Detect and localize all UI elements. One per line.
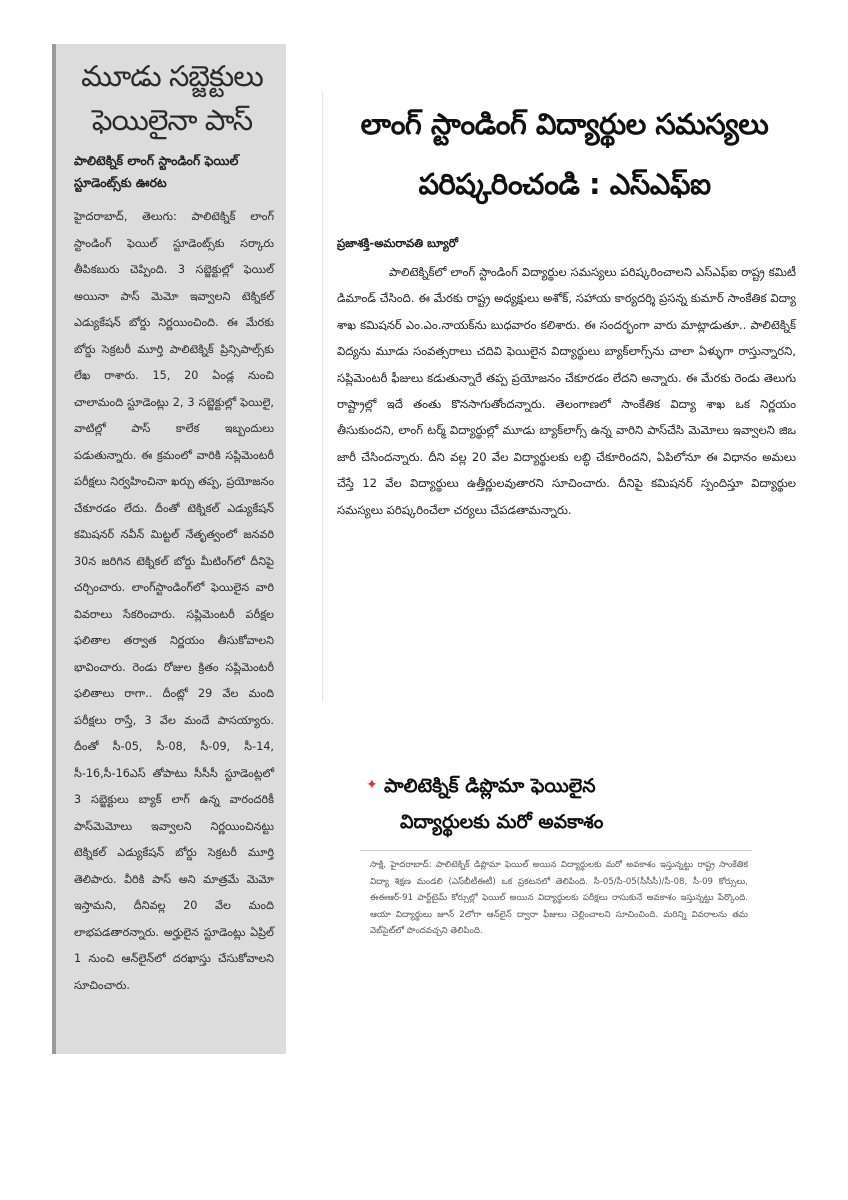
bottom-headline-line2: విద్యార్థులకు మరో అవకాశం: [400, 811, 604, 833]
divider: [360, 850, 752, 851]
main-headline-line1: లాంగ్ స్టాండింగ్ విద్యార్థుల సమస్యలు: [360, 107, 769, 141]
bottom-article-body: సాక్షి, హైదరాబాద్: పాలిటెక్నిక్ డిప్లొమా ఫెయిల్ అయిన విద్యార్థులకు మరో అవకాశం ఇస్తున్నట్టు రాష్ట్ర సాంకేతిక విద్యా శిక్షణ మండలి (ఎస్‌బీటీఈటీ) ఒక ప్రకటనలో తెలిపింది. సీ-05/సీ-05(సీసీసీ)/సీ-08, సీ-09 కోర్సులు, ఈఈఆర్-91 పార్ట్‌టైమ్ కోర్సుల్లో ఫెయిల్ అయిన విద్యార్థులకు పరీక్షలు రాసుకునే అవకాశం ఇస్తున్నట్టు పేర్కొంది. ఆయా విద్యార్థులు జూన్ 2లోగా ఆన్‌లైన్ ద్వారా ఫీజులు చెల్లించాలని సూచించింది. మరిన్ని వివరాలను తమ వెబ్‌సైట్‌లో పొందవచ్చని తెలిపింది.: [370, 860, 748, 937]
bottom-headline-block: [360, 768, 752, 840]
bottom-newspaper-clipping: [360, 768, 752, 978]
left-subheadline: పాలిటెక్నిక్ లాంగ్ స్టాండింగ్ ఫెయిల్ స్టూడెంట్స్‌కు ఊరట: [74, 153, 239, 190]
left-newspaper-clipping: [52, 44, 286, 1054]
main-headline-line2: పరిష్కరించండి : ఎస్ఎఫ్ఐ: [418, 167, 711, 201]
main-newspaper-clipping: [322, 92, 806, 702]
left-headline: మూడు సబ్జెక్టులు ఫెయిలైనా పాస్: [81, 59, 263, 137]
main-article-body: పాలిటెక్నిక్‌లో లాంగ్ స్టాండింగ్ విద్యార్థుల సమస్యలు పరిష్కరించాలని ఎస్ఎఫ్ఐ రాష్ట్ర కమిటీ డిమాండ్ చేసింది. ఈ మేరకు రాష్ట్ర అధ్యక్షులు అశోక్, సహాయ కార్యదర్శి ప్రసన్న కుమార్ సాంకేతిక విద్యా శాఖ కమిషనర్ ఎం.ఎం.నాయక్‌ను బుధవారం కలిశారు. ఈ సందర్భంగా వారు మాట్లాడుతూ.. పాలిటెక్నిక్ విద్యను మూడు సంవత్సరాలు చదివి ఫెయిలైన విద్యార్థులు బ్యాక్‌లాగ్స్‌ను చాలా ఏళ్ళుగా రాస్తున్నారని, సప్లిమెంటరీ ఫీజులు కడుతున్నారే తప్ప ప్రయోజనం చేకూరడం లేదని అన్నారు. ఈ మేరకు రెండు తెలుగు రాష్ట్రాల్లో ఇదే తంతు కొనసాగుతోందన్నారు. తెలంగాణలో సాంకేతిక విద్యా శాఖ ఒక నిర్ణయం తీసుకుందని, లాంగ్ టర్మ్ విద్యార్థుల్లో మూడు బ్యాక్‌లాగ్స్ ఉన్న వారిని పాస్‌చేసి మెమోలు ఇవ్వాలని జిఒ జారీ చేసిందన్నారు. దీని వల్ల 20 వేల విద్యార్థులకు లబ్ధి చేకూరిందని, ఏపిలోనూ ఈ విధానం అమలు చేస్తే 12 వేల విద్యార్థులు ఉత్తీర్ణులవుతారని సూచించారు. దీనిపై కమిషనర్ స్పందిస్తూ విద్యార్థుల సమస్యలు పరిష్కరించేలా చర్యలు చేపడతామన్నారు.: [337, 265, 796, 517]
left-article-body: హైదరాబాద్, తెలుగు: పాలిటెక్నిక్ లాంగ్ స్టాండింగ్ ఫెయిల్ స్టూడెంట్స్‌కు సర్కారు తీపికబురు చెప్పింది. 3 సబ్జెక్టుల్లో ఫెయిల్ అయినా పాస్ మెమో ఇవ్వాలని టెక్నికల్ ఎడ్యుకేషన్ బోర్డు నిర్ణయించింది. ఈ మేరకు బోర్డు సెక్రటరీ మూర్తి పాలిటెక్నిక్ ప్రిన్సిపాల్స్‌కు లేఖ రాశారు. 15, 20 ఏండ్ల నుంచి చాలామంది స్టూడెంట్లు 2, 3 సబ్జెక్టుల్లో ఫెయిలై, వాటిల్లో పాస్ కాలేక ఇబ్బందులు పడుతున్నారు. ఈ క్రమంలో వారికి సప్లిమెంటరీ పరీక్షలు నిర్వహించినా ఖర్చు తప్ప, ప్రయోజనం చేకూరడం లేదు. దీంతో టెక్నికల్ ఎడ్యుకేషన్ కమిషనర్ నవీన్ మిట్టల్ నేతృత్వంలో జనవరి 30న జరిగిన టెక్నికల్ బోర్డు మీటింగ్‌లో దీనిపై చర్చించారు. లాంగ్‌స్టాండింగ్‌లో ఫెయిలైన వారి వివరాలు సేకరించారు. సప్లిమెంటరీ పరీక్షల ఫలితాల తర్వాత నిర్ణయం తీసుకోవాలని భావించారు. రెండు రోజుల క్రితం సప్లిమెంటరీ ఫలితాలు రాగా.. దీంట్లో 29 వేల మంది పరీక్షలు రాస్తే, 3 వేల మందే పాసయ్యారు. దీంతో సీ-05, సీ-08, సీ-09, సీ-14, సీ-16,సీ-16ఎస్ తోపాటు సీసీసీ స్టూడెంట్లలో 3 సబ్జెక్టులు బ్యాక్ లాగ్ ఉన్న వారందరికీ పాస్‌మెమోలు ఇవ్వాలని నిర్ణయించినట్టు టెక్నికల్ ఎడ్యుకేషన్ బోర్డు సెక్రటరీ మూర్తి తెలిపారు. వీరికి పాస్ అని మాత్రమే మెమో ఇస్తామని, దీనివల్ల 20 వేల మంది లాభపడతారన్నారు. అర్హులైన స్టూడెంట్లు ఏప్రిల్ 1 నుంచి ఆన్‌లైన్‌లో దరఖాస్తు చేసుకోవాలని సూచించారు.: [74, 210, 274, 992]
main-dateline: ప్రజాశక్తి-అమరావతి బ్యూరో: [337, 236, 458, 250]
star-bullet-icon: ✦: [366, 777, 378, 793]
bottom-headline-line1: పాలిటెక్నిక్ డిప్లొమా ఫెయిలైన: [384, 775, 596, 797]
